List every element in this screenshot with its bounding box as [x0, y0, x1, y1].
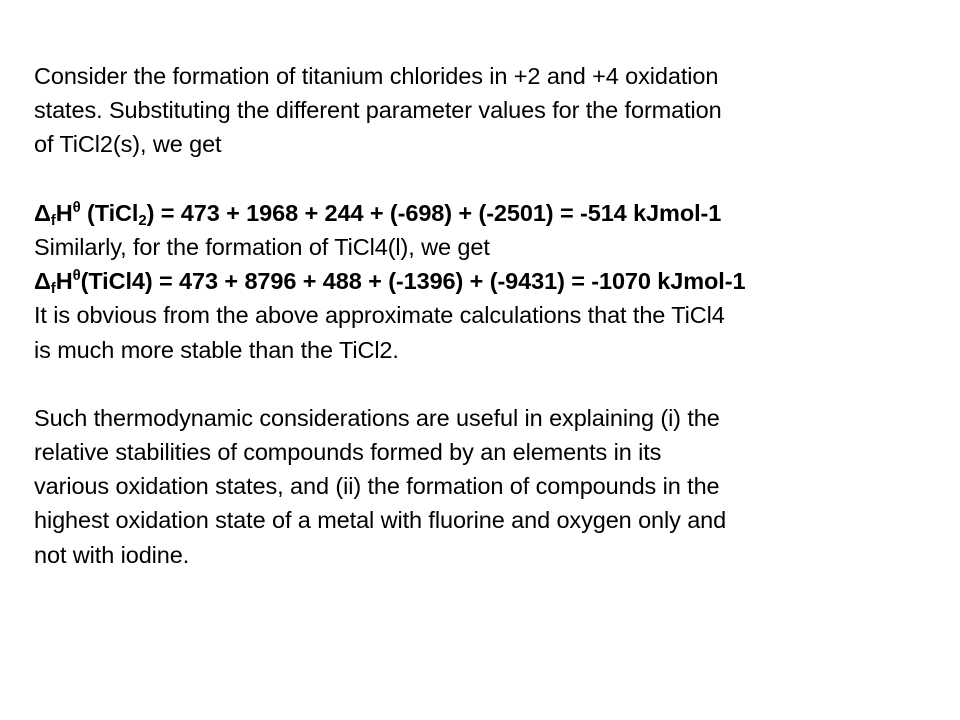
- equation-ticl2-compound: (TiCl: [80, 199, 139, 226]
- paragraph-2-line-2: is much more stable than the TiCl2.: [34, 336, 399, 363]
- superscript-theta: θ: [72, 267, 81, 285]
- superscript-theta: θ: [72, 198, 81, 216]
- paragraph-3-line-5: not with iodine.: [34, 541, 190, 568]
- subscript-f: f: [50, 280, 56, 298]
- similarly-line: Similarly, for the formation of TiCl4(l), we get: [34, 233, 490, 260]
- paragraph-1-line-1: Consider the formation of titanium chlorides in +2 and +4 oxidation: [34, 63, 719, 89]
- paragraph-3-line-2: relative stabilities of compounds formed by an elements in its: [34, 439, 662, 466]
- equation-ticl4-value: (TiCl4) = 473 + 8796 + 488 + (-1396) + (-9431) = -1070 kJmol-1: [80, 268, 746, 295]
- paragraph-1-line-3: of TiCl2(s), we get: [34, 131, 222, 158]
- paragraph-3-line-4: highest oxidation state of a metal with fluorine and oxygen only and: [34, 507, 727, 534]
- paragraph-1-line-2: states. Substituting the different parameter values for the formation: [34, 97, 722, 124]
- blank-line: [34, 367, 934, 401]
- paragraph-2-line-1: It is obvious from the above approximate calculations that the TiCl4: [34, 302, 725, 329]
- paragraph-3-line-3: various oxidation states, and (ii) the formation of compounds in the: [34, 473, 720, 500]
- slide-text-body: [34, 59, 934, 572]
- equation-ticl2: [34, 196, 934, 230]
- equation-ticl2-value: ) = 473 + 1968 + 244 + (-698) + (-2501) = -514 kJmol-1: [146, 199, 722, 226]
- enthalpy-symbol: H: [55, 199, 73, 226]
- blank-line: [34, 162, 934, 196]
- subscript-f: f: [50, 211, 56, 229]
- enthalpy-symbol: H: [55, 268, 73, 295]
- equation-ticl4: [34, 264, 934, 298]
- delta-symbol: Δ: [34, 199, 51, 226]
- paragraph-3-line-1: Such thermodynamic considerations are useful in explaining (i) the: [34, 404, 720, 431]
- delta-symbol: Δ: [34, 268, 51, 295]
- subscript-2: 2: [138, 211, 147, 229]
